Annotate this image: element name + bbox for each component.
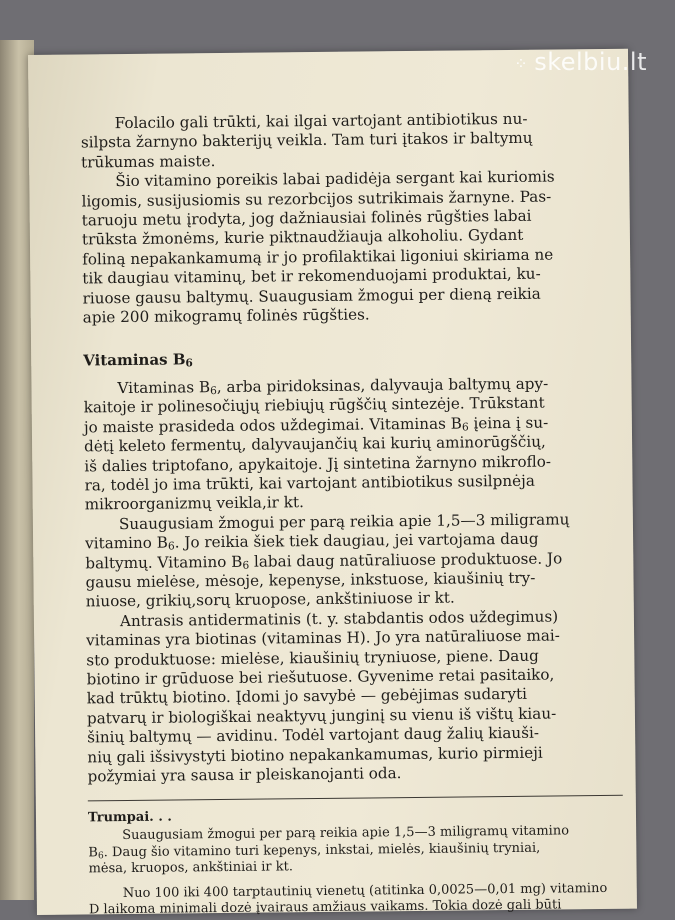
text-segment: įeina į su-	[468, 413, 549, 433]
text-segment: baltymų. Vitamino B	[85, 552, 243, 572]
summary-vitamin-d	[89, 881, 624, 920]
heading-subscript: 6	[185, 357, 193, 370]
text-segment: iš dalies triptofano, apykaitoje. Jį sintetina žarnyno mikroflo-	[84, 452, 552, 475]
book-page	[28, 49, 637, 918]
text-line: šinių baltymų — avidinu. Todėl vartojant daug žalių kiauši-	[87, 723, 540, 747]
text-segment: ra, todėl jo ima trūkti, kai vartojant antibiotikus susilpnėja	[84, 471, 535, 495]
text-line: foliną nepakankamumą ir jo profilaktikai ligoniui skiriama ne	[82, 245, 554, 269]
paragraph-pyridoxine	[83, 374, 619, 515]
text-line: Šio vitamino poreikis labai padidėja sergant kai kuriomis	[115, 167, 555, 191]
text-line: Folacilo gali trūkti, kai ilgai vartojant antibiotikus nu-	[114, 109, 528, 133]
text-segment: labai daug natūraliuose produktuose. Jo	[249, 548, 563, 571]
text-segment: vitamino B	[85, 533, 168, 553]
paragraph-b6-daily-need	[85, 510, 621, 613]
text-line: vitaminas yra biotinas (vitaminas H). Jo yra natūraliuose mai-	[86, 626, 560, 650]
subscript: 6	[461, 420, 469, 434]
text-line: patvarų ir biologiškai neaktyvų junginį su vienu iš vištų kiau-	[86, 704, 557, 728]
watermark	[514, 48, 647, 76]
text-segment: gausu mielėse, mėsoje, kepenyse, inkstuose, kiaušinių try-	[85, 568, 536, 592]
text-segment: niuose, grikių,sorų kruopose, ankštiniuose ir kt.	[85, 588, 455, 611]
text-segment: jo maiste prasideda odos uždegimai. Vitaminas B	[83, 414, 462, 437]
text-line: Nuo 100 iki 400 tarptautinių vienetų (atitinka 0,0025—0,01 mg) vitamino	[122, 880, 608, 901]
text-line: trūksta žmonėms, kurie piktnaudžiauja alkoholiu. Gydant	[81, 226, 524, 249]
text-line: Antrasis antidermatinis (t. y. stabdantis odos uždegimus)	[119, 607, 559, 630]
text-line: tik daugiau vitaminų, bet ir rekomenduojami produktai, ku-	[82, 264, 541, 288]
summary-b6	[88, 823, 623, 878]
text-segment: mikroorganizmų veikla,ir kt.	[84, 493, 304, 514]
text-segment: Suaugusiam žmogui per parą reikia apie 1,5—3 miligramų vitamino	[122, 823, 570, 844]
paragraph-folate-need	[81, 167, 618, 328]
summary-title: Trumpai. . .	[87, 809, 172, 826]
text-segment: mėsa, kruopos, ankštiniai ir kt.	[88, 859, 294, 877]
text-line: apie 200 mikogramų folinės rūgšties.	[82, 305, 370, 327]
text-segment: , arba piridoksinas, dalyvauja baltymų apy-	[216, 374, 549, 396]
text-segment: kaitoje ir polinesočiųjų riebiųjų rūgščių sintezėje. Trūkstant	[83, 393, 545, 417]
text-line: sto produktuose: mielėse, kiaušinių tryniuose, piene. Daug	[86, 646, 539, 669]
subscript: 6	[167, 539, 175, 553]
heading-text: Vitaminas B	[83, 350, 186, 370]
text-line: ligomis, susijusiomis su rezorbcijos sutrikimais žarnyne. Pas-	[81, 187, 552, 211]
text-segment: dėtį keleto fermentų, dalyvaujančių kai kurių aminorūgščių,	[84, 432, 546, 456]
text-line: biotino ir grūduose bei riešutuose. Gyvenime retai pasitaiko,	[86, 665, 555, 689]
paragraph-folacin-deficiency	[81, 109, 617, 173]
text-segment: Suaugusiam žmogui per parą reikia apie 1,5—3 miligramų	[118, 510, 570, 533]
text-line: taruoju metu įrodyta, jog dažniausiai folinės rūgšties labai	[81, 206, 532, 230]
text-line: riuose gausu baltymų. Suaugusiam žmogui per dieną reikia	[82, 284, 541, 308]
watermark-dots-icon: ⁘	[514, 53, 529, 73]
watermark-text: skelbiu.lt	[534, 48, 647, 76]
text-segment: Vitaminas B	[117, 377, 211, 397]
text-segment: . Daug šio vitamino turi kepenys, inkstai, mielės, kiaušinių tryniai,	[103, 840, 541, 861]
subscript: 6	[242, 558, 250, 572]
text-line: silpsta žarnyno bakterijų veikla. Tam turi įtakos ir baltymų	[80, 129, 533, 152]
text-line: D laikoma minimali dozė įvairaus amžiaus vaikams. Tokia dozė gali būti	[88, 897, 562, 918]
paragraph-biotin	[86, 607, 623, 787]
page-content	[81, 109, 624, 919]
text-segment: . Jo reikia šiek tiek daugiau, jei vartojama daug	[174, 529, 539, 552]
subscript: 6	[210, 383, 217, 397]
section-heading	[83, 346, 618, 371]
text-line: požymiai yra sausa ir pleiskanojanti oda.	[87, 764, 402, 786]
text-line: trūkumas maiste.	[81, 151, 216, 172]
subscript: 6	[97, 851, 104, 862]
text-segment: B	[88, 845, 98, 861]
text-line: kad trūktų biotino. Įdomi jo savybė — gebėjimas sudaryti	[86, 685, 528, 708]
text-line: nių gali išsivystyti biotino nepakankamumas, kurio pirmieji	[87, 743, 543, 767]
section-divider	[88, 795, 623, 802]
